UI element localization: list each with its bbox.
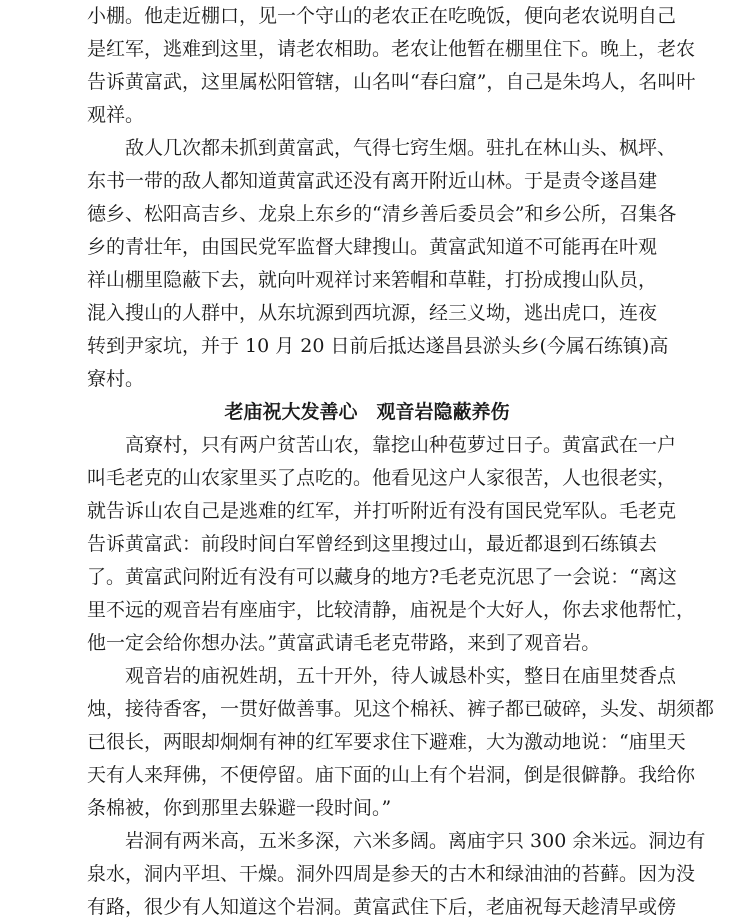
text-line: 小棚。他走近棚口，见一个守山的老农正在吃晚饭，便向老农说明自己: [87, 5, 677, 27]
text-line: 叫毛老克的山农家里买了点吃的。他看见这户人家很苦，人也很老实，: [87, 467, 677, 489]
text-line: 乡的青壮年，由国民党军监督大肆搜山。黄富武知道不可能再在叶观: [87, 236, 658, 258]
paragraph: [87, 429, 696, 660]
paragraph: [87, 0, 696, 132]
paragraph: [87, 132, 677, 396]
text-line: 转到尹家坑，并于 10 月 20 日前后抵达遂昌县淤头乡(今属石练镇)高: [87, 335, 669, 357]
text-line: 东书一带的敌人都知道黄富武还没有离开附近山林。于是责令遂昌建: [87, 170, 658, 192]
text-line: 敌人几次都未抓到黄富武，气得七窍生烟。驻扎在林山头、枫坪、: [125, 137, 677, 159]
text-line: 天有人来拜佛，不便停留。庙下面的山上有个岩洞，倒是很僻静。我给你: [87, 764, 696, 786]
document-page: [87, 0, 715, 924]
text-line: 了。黄富武问附近有没有可以藏身的地方?毛老克沉思了一会说：“离这: [87, 566, 677, 588]
text-line: 观音岩的庙祝姓胡，五十开外，待人诚恳朴实，整日在庙里焚香点: [125, 665, 677, 687]
paragraph: [87, 660, 715, 825]
paragraph: [87, 825, 706, 924]
text-line: 祥山棚里隐蔽下去，就向叶观祥讨来箬帽和草鞋，打扮成搜山队员，: [87, 269, 658, 291]
text-line: 泉水，洞内平坦、干燥。洞外四周是参天的古木和绿油油的苔藓。因为没: [87, 863, 696, 885]
text-line: 告诉黄富武：前段时间白军曾经到这里搜过山，最近都退到石练镇去: [87, 533, 658, 555]
text-line: 已很长，两眼却炯炯有神的红军要求住下避难，大为激动地说：“庙里天: [87, 731, 686, 753]
text-line: 有路，很少有人知道这个岩洞。黄富武住下后，老庙祝每天趁清早或傍: [87, 896, 677, 918]
section-heading: 老庙祝大发善心 观音岩隐蔽养伤: [224, 401, 510, 423]
text-line: 岩洞有两米高，五米多深，六米多阔。离庙宇只 300 余米远。洞边有: [125, 830, 706, 852]
text-line: 混入搜山的人群中，从东坑源到西坑源，经三义坳，逃出虎口，连夜: [87, 302, 658, 324]
text-line: 高寮村，只有两户贫苦山农，靠挖山种苞萝过日子。黄富武在一户: [125, 434, 677, 456]
text-line: 条棉被，你到那里去躲避一段时间。”: [87, 797, 392, 819]
text-line: 里不远的观音岩有座庙宇，比较清静，庙祝是个大好人，你去求他帮忙，: [87, 599, 696, 621]
text-line: 烛，接待香客，一贯好做善事。见这个棉袄、裤子都已破碎，头发、胡须都: [87, 698, 715, 720]
text-line: 德乡、松阳高吉乡、龙泉上东乡的“清乡善后委员会”和乡公所，召集各: [87, 203, 677, 225]
text-line: 他一定会给你想办法。”黄富武请毛老克带路，来到了观音岩。: [87, 632, 601, 654]
text-line: 观祥。: [87, 104, 145, 126]
text-line: 寮村。: [87, 368, 145, 390]
text-line: 是红军，逃难到这里，请老农相助。老农让他暂在棚里住下。晚上，老农: [87, 38, 696, 60]
text-line: 就告诉山农自己是逃难的红军，并打听附近有没有国民党军队。毛老克: [87, 500, 677, 522]
text-line: 告诉黄富武，这里属松阳管辖，山名叫“春臼窟”，自己是朱坞人，名叫叶: [87, 71, 696, 93]
